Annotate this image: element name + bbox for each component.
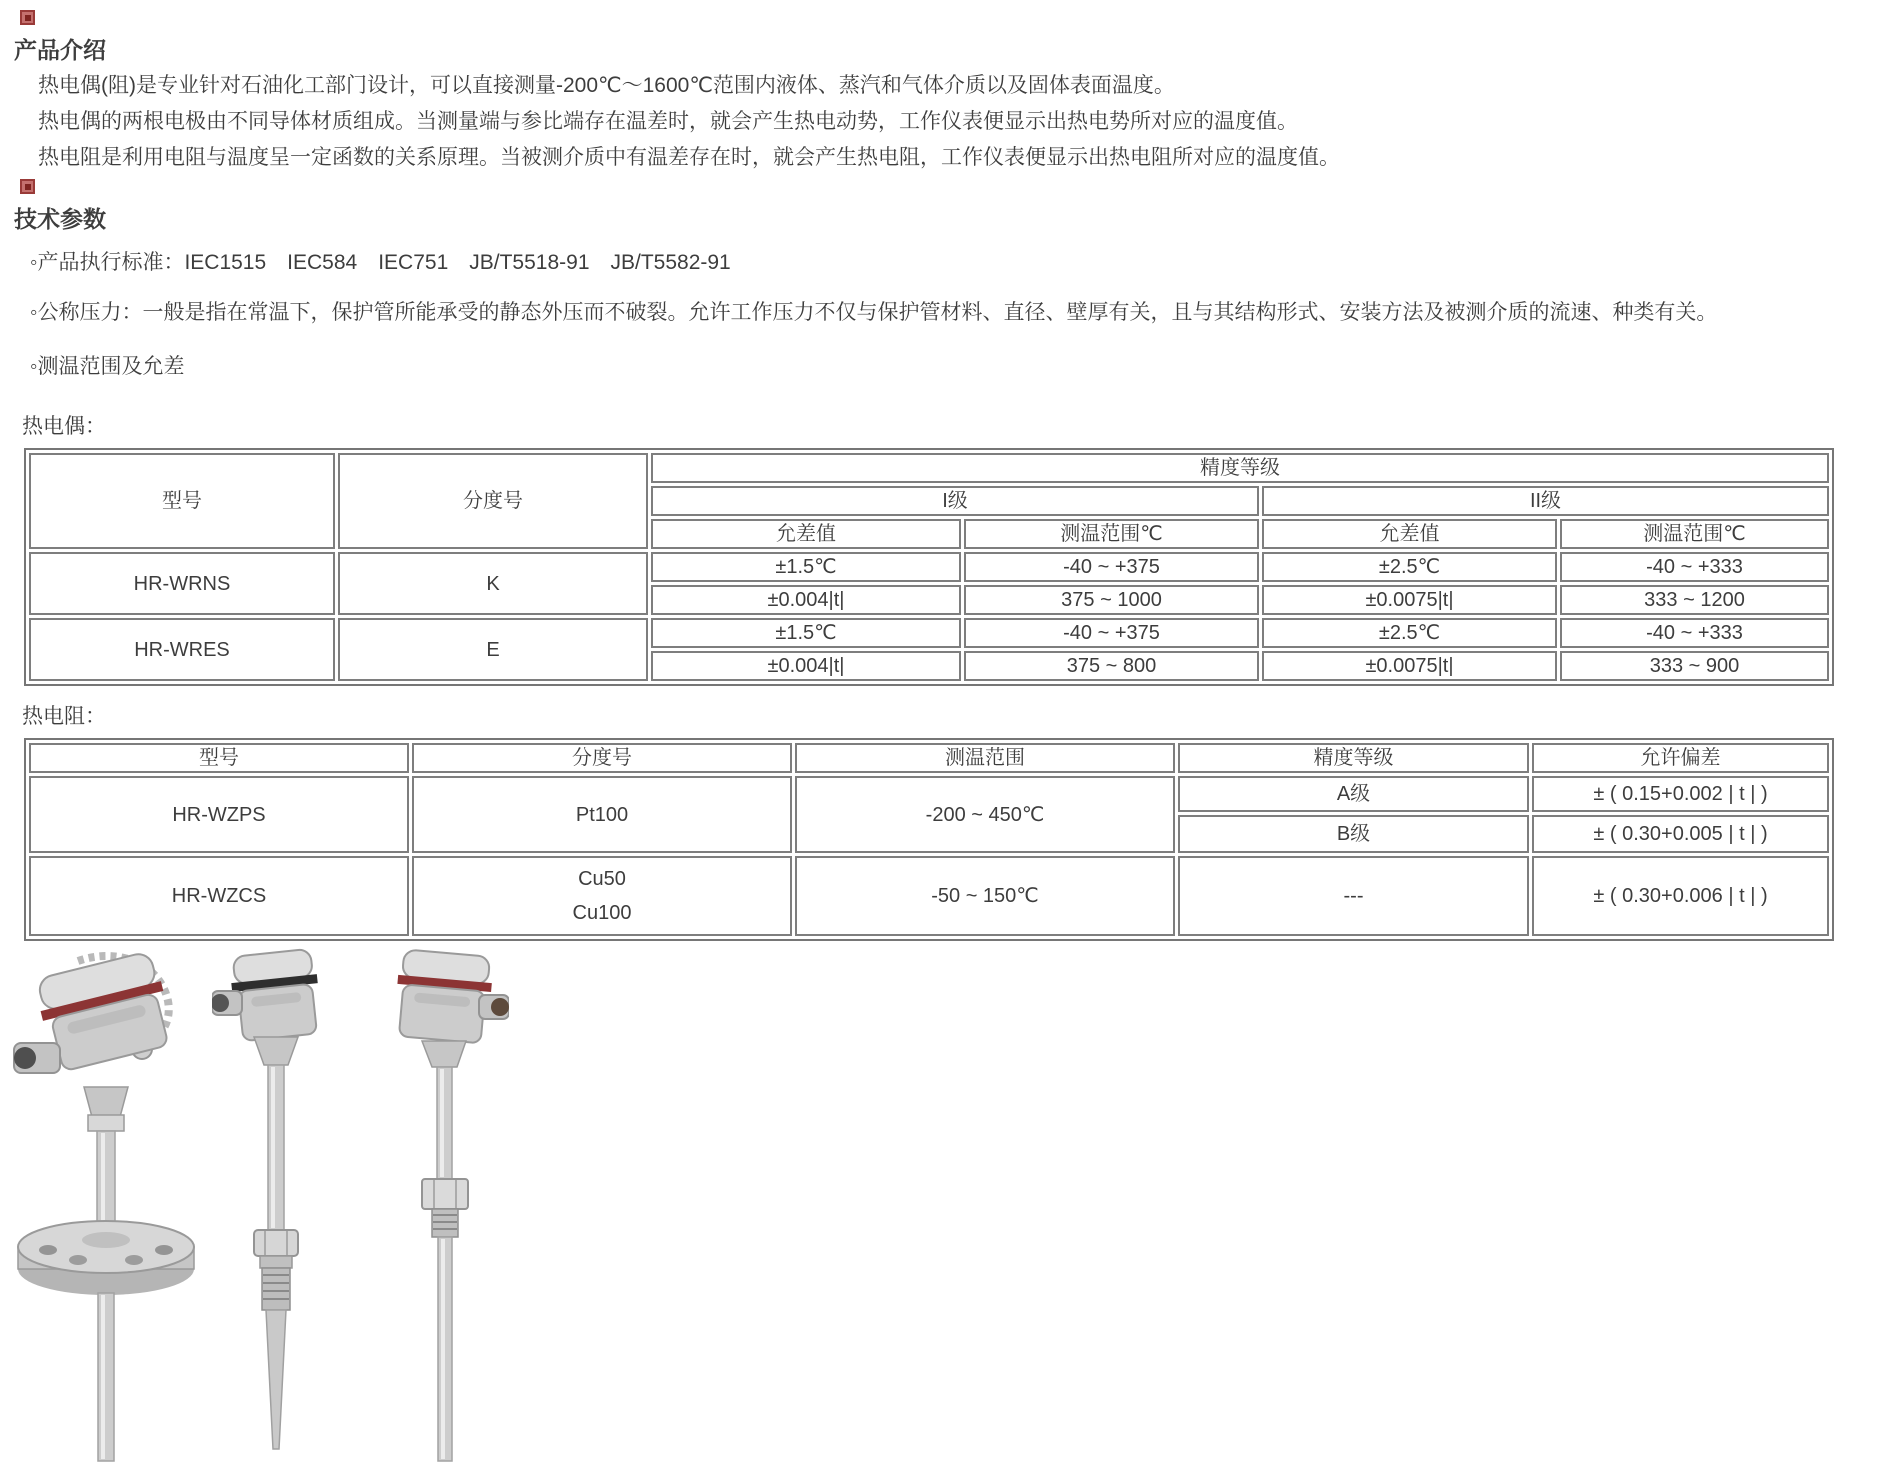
- tc-cell-range: 333 ~ 1200: [1560, 585, 1829, 615]
- product-photos: [0, 947, 1892, 1462]
- rtd-cell-deviation: ± ( 0.30+0.005 | t | ): [1532, 815, 1829, 853]
- product-photo-flange-thermocouple: [8, 947, 208, 1462]
- product-photo-tapered-thermocouple: [212, 947, 342, 1462]
- rtd-cell-deviation: ± ( 0.30+0.006 | t | ): [1532, 856, 1829, 936]
- tc-th-range-2: 测温范围℃: [1560, 519, 1829, 549]
- rtd-cell-range: -50 ~ 150℃: [795, 856, 1175, 936]
- tc-cell-tolerance: ±2.5℃: [1262, 618, 1557, 648]
- intro-paragraph-2: 热电偶的两根电极由不同导体材质组成。当测量端与参比端存在温差时，就会产生热电动势，工作仪表便显示出热电势所对应的温度值。: [38, 110, 1298, 133]
- tc-cell-range: -40 ~ +333: [1560, 618, 1829, 648]
- tc-th-tolerance-2: 允差值: [1262, 519, 1557, 549]
- tc-cell-tolerance: ±0.004|t|: [651, 651, 961, 681]
- tc-cell-tolerance: ±0.0075|t|: [1262, 651, 1557, 681]
- rtd-cell-grade: B级: [1178, 815, 1529, 853]
- tc-th-accuracy: 精度等级: [651, 453, 1829, 483]
- tc-cell-graduation: E: [338, 618, 648, 681]
- tc-th-graduation: 分度号: [338, 453, 648, 549]
- red-square-marker-icon: [20, 179, 35, 194]
- rtd-th-deviation: 允许偏差: [1532, 743, 1829, 773]
- rtd-th-graduation: 分度号: [412, 743, 792, 773]
- tech-bullet-pressure: ◦公称压力：一般是指在常温下，保护管所能承受的静态外压而不破裂。允许工作压力不仅与保护管材料、直径、壁厚有关，且与其结构形式、安装方法及被测介质的流速、种类有关。: [30, 301, 1718, 324]
- product-photo-hex-nut-thermocouple: [384, 947, 509, 1462]
- table-row: [29, 552, 1829, 582]
- intro-paragraph-3: 热电阻是利用电阻与温度呈一定函数的关系原理。当被测介质中有温差存在时，就会产生热电阻，工作仪表便显示出热电阻所对应的温度值。: [38, 146, 1340, 169]
- tc-cell-range: -40 ~ +375: [964, 552, 1259, 582]
- tc-cell-graduation: K: [338, 552, 648, 615]
- tc-th-model: 型号: [29, 453, 335, 549]
- tc-cell-model: HR-WRNS: [29, 552, 335, 615]
- tc-cell-tolerance: ±2.5℃: [1262, 552, 1557, 582]
- tc-cell-range: 333 ~ 900: [1560, 651, 1829, 681]
- tc-cell-range: 375 ~ 800: [964, 651, 1259, 681]
- tc-cell-tolerance: ±0.0075|t|: [1262, 585, 1557, 615]
- table-row: [29, 856, 1829, 936]
- tc-th-range-1: 测温范围℃: [964, 519, 1259, 549]
- rtd-cell-model: HR-WZCS: [29, 856, 409, 936]
- tc-cell-range: -40 ~ +333: [1560, 552, 1829, 582]
- rtd-cell-graduation: Pt100: [412, 776, 792, 853]
- tc-th-class-1: I级: [651, 486, 1259, 516]
- tc-cell-range: 375 ~ 1000: [964, 585, 1259, 615]
- rtd-th-model: 型号: [29, 743, 409, 773]
- red-square-marker-icon: [20, 10, 35, 25]
- table-row: [29, 618, 1829, 648]
- rtd-cell-graduation: [412, 856, 792, 936]
- tc-cell-tolerance: ±1.5℃: [651, 618, 961, 648]
- rtd-graduation-line-1: Cu50: [578, 868, 626, 890]
- table-row: [29, 776, 1829, 812]
- tc-th-tolerance-1: 允差值: [651, 519, 961, 549]
- section-title-product-intro: 产品介绍: [14, 37, 106, 63]
- rtd-cell-deviation: ± ( 0.15+0.002 | t | ): [1532, 776, 1829, 812]
- tc-cell-tolerance: ±1.5℃: [651, 552, 961, 582]
- tc-th-class-2: II级: [1262, 486, 1829, 516]
- tc-cell-range: -40 ~ +375: [964, 618, 1259, 648]
- tech-bullet-standards: ◦产品执行标准：IEC1515 IEC584 IEC751 JB/T5518-91 JB/T5582-91: [30, 251, 731, 274]
- rtd-th-accuracy: 精度等级: [1178, 743, 1529, 773]
- tc-header-row-1: [29, 453, 1829, 483]
- tc-cell-model: HR-WRES: [29, 618, 335, 681]
- thermocouple-table: [24, 448, 1834, 686]
- thermocouple-table-label: 热电偶：: [22, 415, 106, 438]
- section-title-tech-params: 技术参数: [14, 206, 106, 232]
- rtd-cell-model: HR-WZPS: [29, 776, 409, 853]
- rtd-graduation-line-2: Cu100: [572, 902, 632, 924]
- rtd-table: [24, 738, 1834, 941]
- rtd-cell-grade: ---: [1178, 856, 1529, 936]
- rtd-cell-grade: A级: [1178, 776, 1529, 812]
- intro-paragraph-1: 热电偶(阻)是专业针对石油化工部门设计，可以直接测量-200℃～1600℃范围内液体、蒸汽和气体介质以及固体表面温度。: [38, 74, 1175, 97]
- rtd-table-label: 热电阻：: [22, 705, 106, 728]
- tech-bullet-range: ◦测温范围及允差: [30, 355, 185, 378]
- tc-cell-tolerance: ±0.004|t|: [651, 585, 961, 615]
- rtd-cell-range: -200 ~ 450℃: [795, 776, 1175, 853]
- rtd-header-row: [29, 743, 1829, 773]
- rtd-th-range: 测温范围: [795, 743, 1175, 773]
